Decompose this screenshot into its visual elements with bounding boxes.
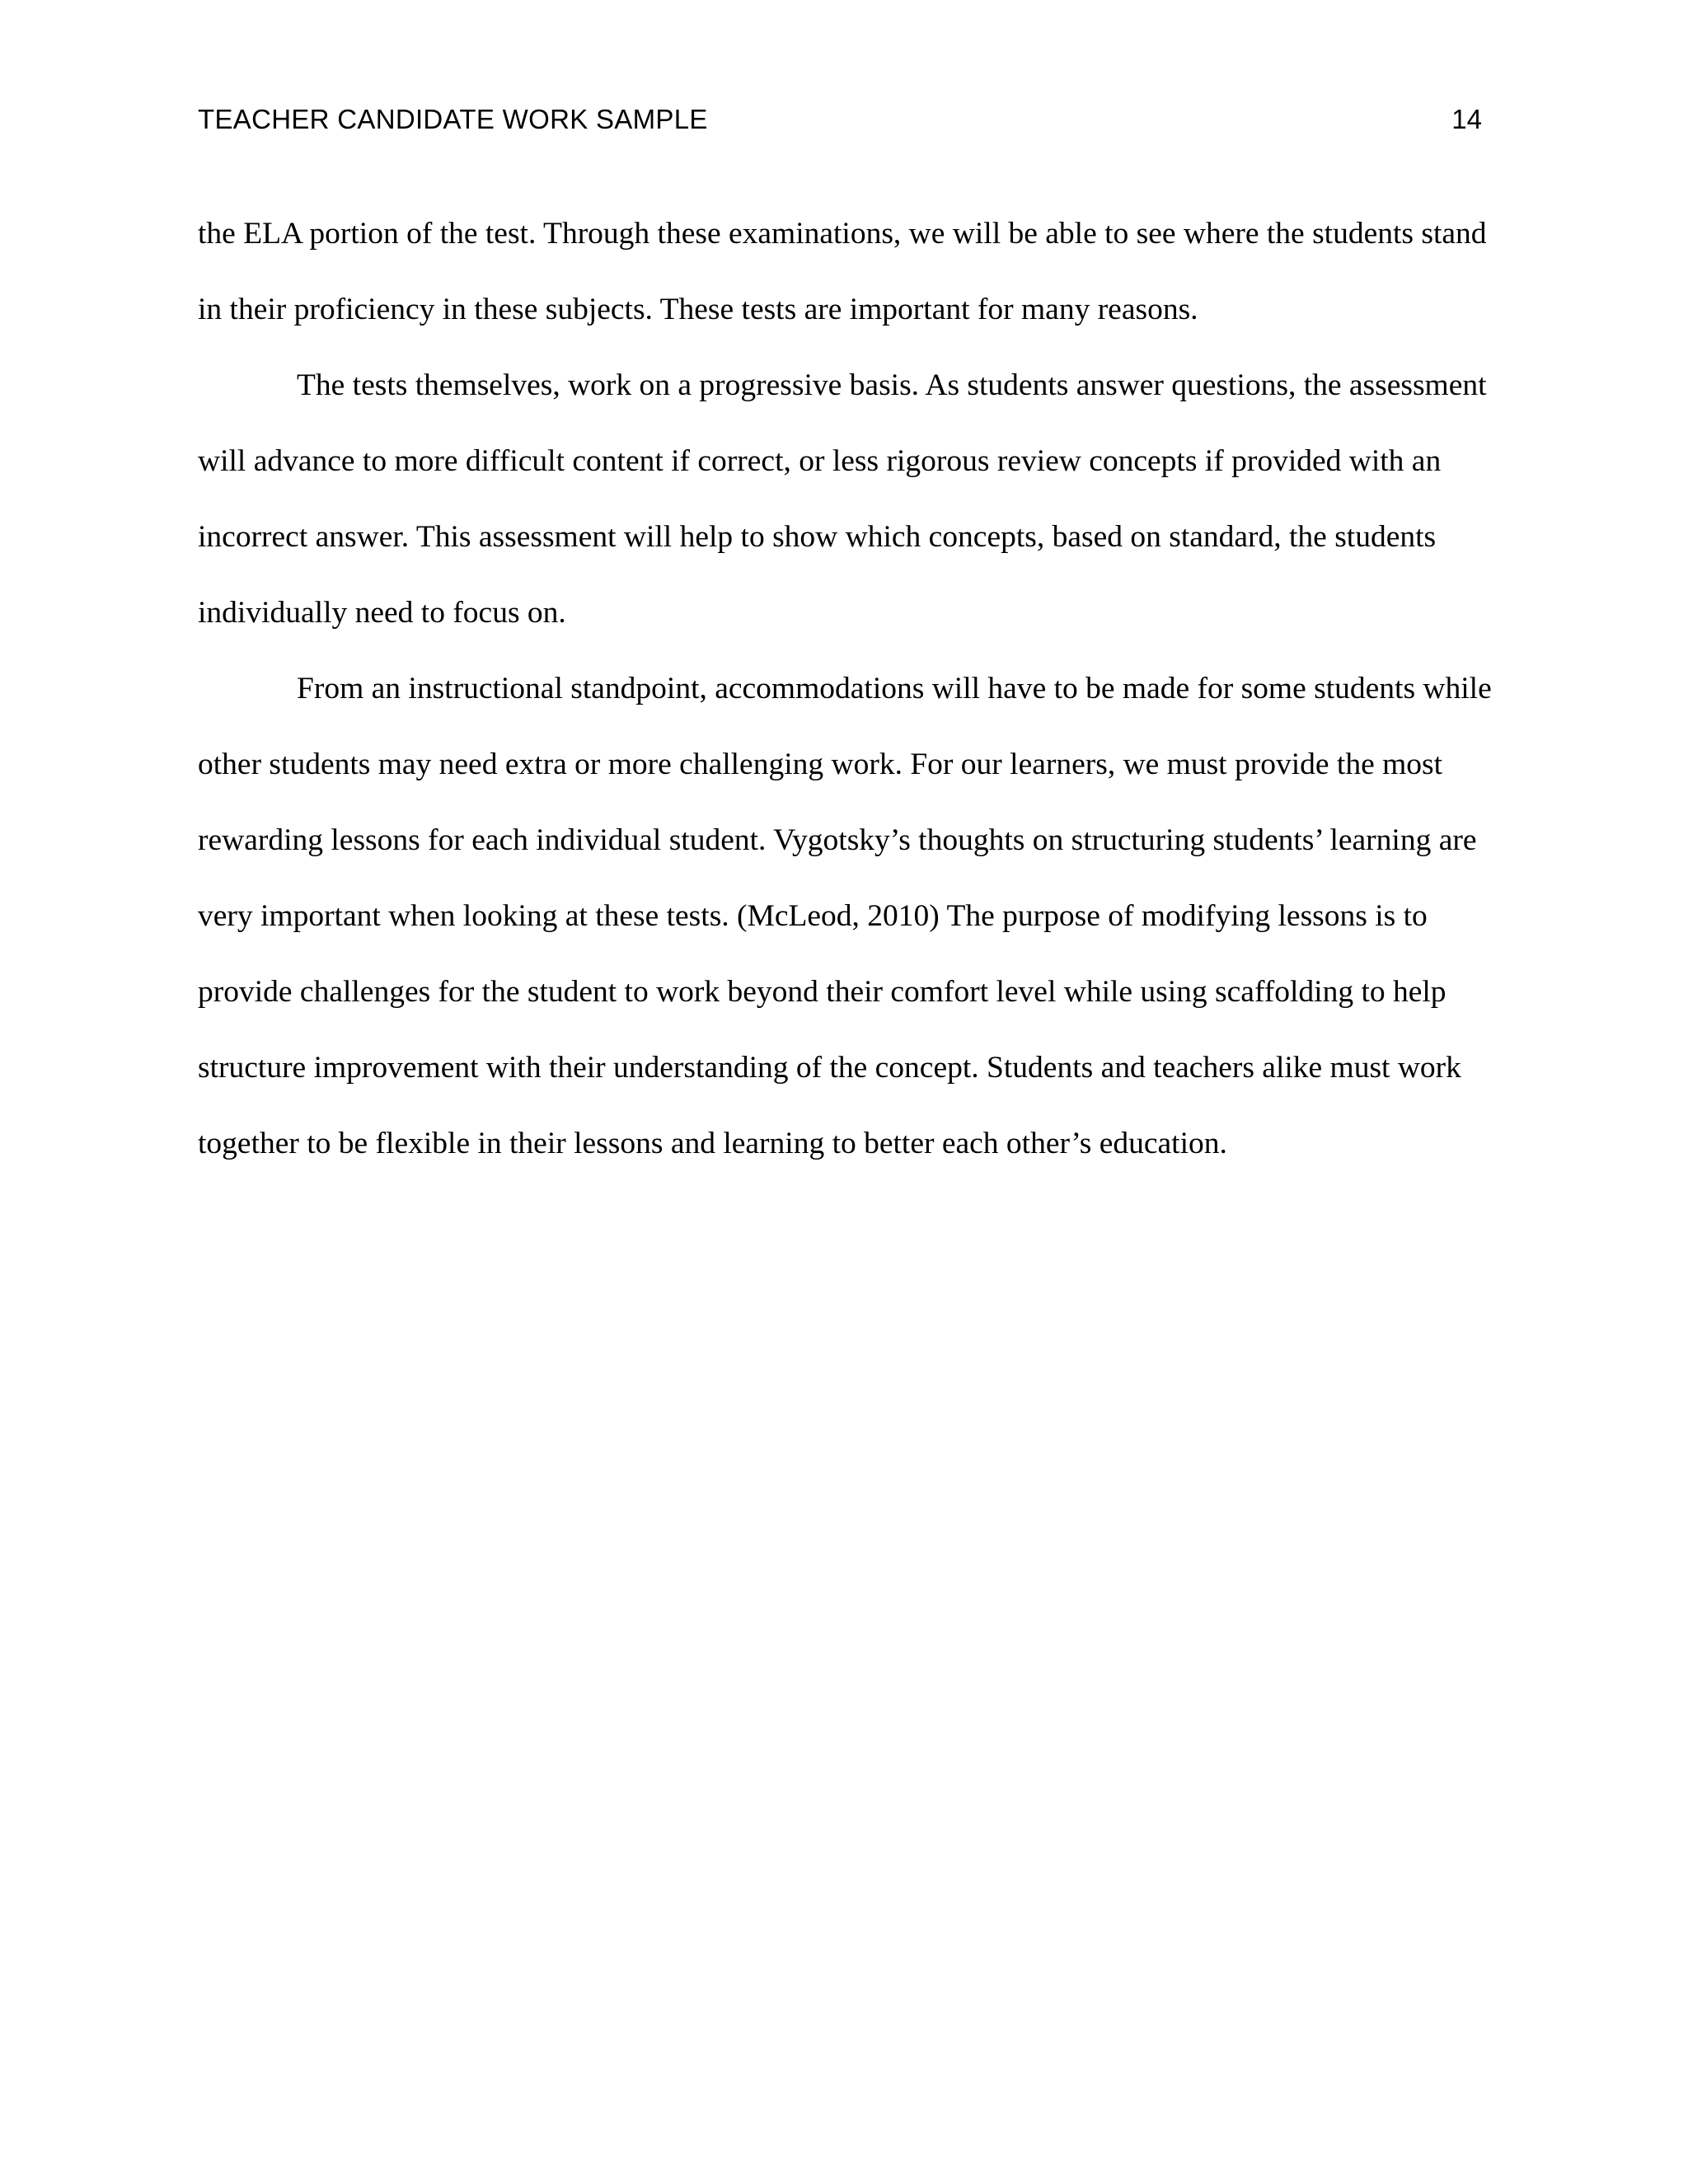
- body-text: [198, 196, 1500, 1182]
- paragraph-tests-progressive: The tests themselves, work on a progressive basis. As students answer questions, the assessment will advance to more difficult content if correct, or less rigorous review concepts if provided with an incorrect answer. This assessment will help to show which concepts, based on standard, the students individually need to focus on.: [198, 368, 1487, 630]
- running-head: TEACHER CANDIDATE WORK SAMPLE: [198, 104, 708, 134]
- paragraph-continued: the ELA portion of the test. Through these examinations, we will be able to see where the students stand in their proficiency in these subjects. These tests are important for many reasons.: [198, 217, 1487, 326]
- page-number: 14: [1451, 104, 1482, 134]
- paragraph-instructional-standpoint: From an instructional standpoint, accommodations will have to be made for some students while other students may need extra or more challenging work. For our learners, we must provide the most rewarding lessons for each individual student. Vygotsky’s thoughts on structuring students’ learning are very important when looking at these tests. (McLeod, 2010) The purpose of modifying lessons is to provide challenges for the student to work beyond their comfort level while using scaffolding to help structure improvement with their understanding of the concept. Students and teachers alike must work together to be flexible in their lessons and learning to better each other’s education.: [198, 672, 1492, 1160]
